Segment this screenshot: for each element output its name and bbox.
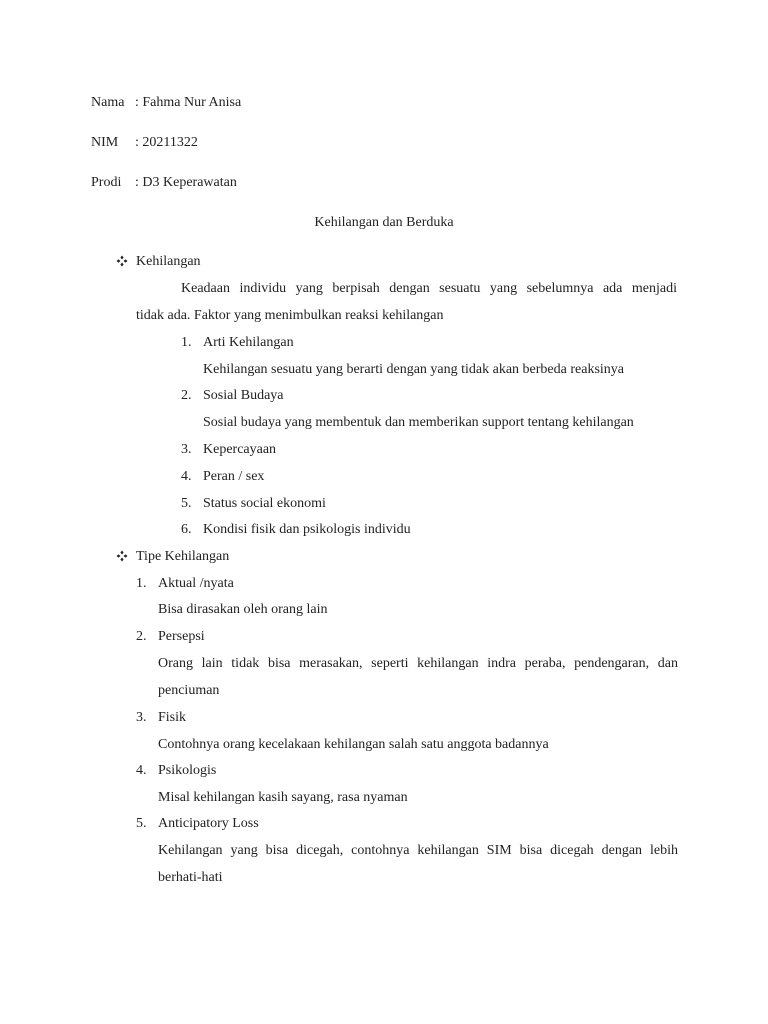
list-item-label: Kondisi fisik dan psikologis individu — [203, 522, 411, 537]
list-item-label: Kepercayaan — [203, 442, 277, 457]
list-item-label: Fisik — [158, 710, 187, 725]
list-item-label: Sosial Budaya — [203, 388, 284, 403]
nama-value: : Fahma Nur Anisa — [135, 95, 242, 110]
list-item-desc: Orang lain tidak bisa merasakan, seperti kehilangan indra peraba, pendengaran, dan — [158, 656, 678, 671]
prodi-label: Prodi — [91, 175, 122, 190]
prodi-value: : D3 Keperawatan — [135, 175, 237, 190]
list-item-desc: berhati-hati — [158, 870, 223, 885]
list-number: 6. — [181, 522, 192, 537]
section-heading-tipe-kehilangan: Tipe Kehilangan — [136, 549, 230, 564]
list-item-label: Aktual /nyata — [158, 576, 234, 591]
list-number: 4. — [181, 469, 192, 484]
list-number: 5. — [136, 816, 147, 831]
list-number: 4. — [136, 763, 147, 778]
list-item-desc: Kehilangan yang bisa dicegah, contohnya kehilangan SIM bisa dicegah dengan lebih — [158, 843, 678, 858]
list-item-desc: Misal kehilangan kasih sayang, rasa nyaman — [158, 790, 408, 805]
list-number: 2. — [181, 388, 192, 403]
list-number: 5. — [181, 496, 192, 511]
list-item-label: Psikologis — [158, 763, 217, 778]
nim-label: NIM — [91, 135, 119, 150]
paragraph-line: tidak ada. Faktor yang menimbulkan reaksi kehilangan — [136, 308, 444, 323]
paragraph-line: Keadaan individu yang berpisah dengan sesuatu yang sebelumnya ada menjadi — [181, 281, 677, 296]
diamond-cluster-icon — [116, 255, 128, 267]
list-number: 3. — [136, 710, 147, 725]
list-item-label: Arti Kehilangan — [203, 335, 294, 350]
list-item-desc: Contohnya orang kecelakaan kehilangan salah satu anggota badannya — [158, 737, 549, 752]
list-item-label: Peran / sex — [203, 469, 265, 484]
list-item-label: Persepsi — [158, 629, 205, 644]
list-item-desc: Sosial budaya yang membentuk dan memberikan support tentang kehilangan — [203, 415, 634, 430]
list-number: 2. — [136, 629, 147, 644]
list-item-desc: Kehilangan sesuatu yang berarti dengan yang tidak akan berbeda reaksinya — [203, 362, 624, 377]
list-number: 1. — [181, 335, 192, 350]
section-heading-kehilangan: Kehilangan — [136, 254, 201, 269]
nama-label: Nama — [91, 95, 125, 110]
list-number: 3. — [181, 442, 192, 457]
nim-value: : 20211322 — [135, 135, 198, 150]
list-item-label: Status social ekonomi — [203, 496, 326, 511]
list-number: 1. — [136, 576, 147, 591]
list-item-desc: penciuman — [158, 683, 220, 698]
diamond-cluster-icon — [116, 550, 128, 562]
list-item-desc: Bisa dirasakan oleh orang lain — [158, 602, 328, 617]
list-item-label: Anticipatory Loss — [158, 816, 259, 831]
page-title: Kehilangan dan Berduka — [314, 215, 454, 230]
